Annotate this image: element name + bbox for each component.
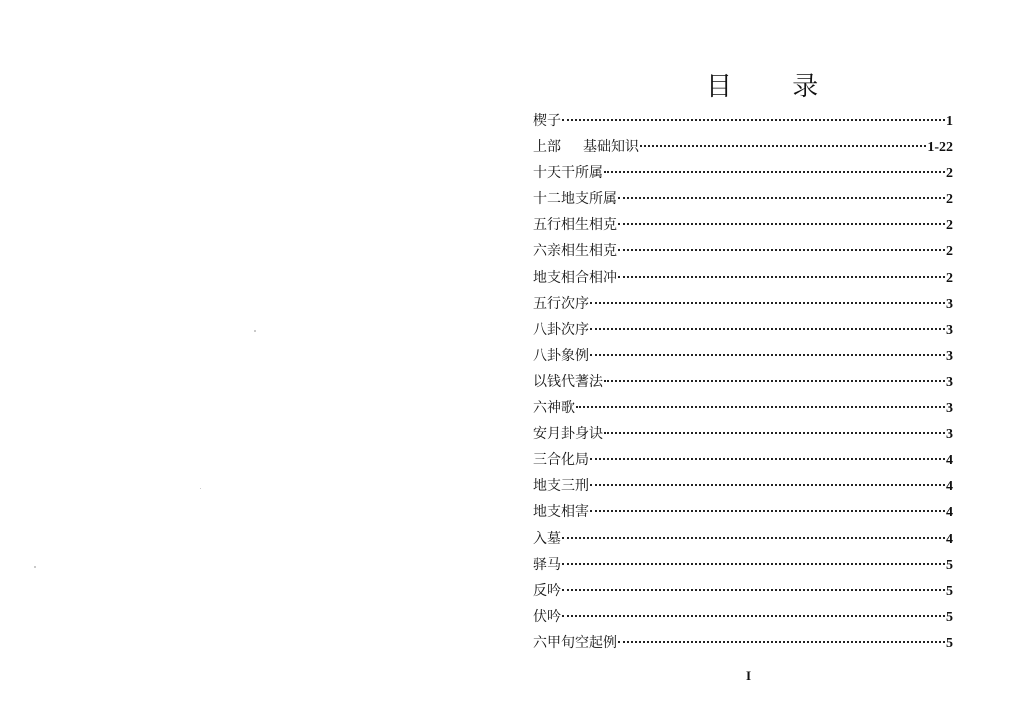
toc-dot-leader: [562, 589, 945, 591]
toc-entry-page: 2: [946, 192, 953, 208]
toc-entry-label: 八卦次序: [533, 321, 589, 338]
toc-entry[interactable]: [533, 162, 953, 188]
toc-entry-label: 地支三刑: [533, 478, 589, 495]
toc-entry[interactable]: [533, 423, 953, 449]
toc-dot-leader: [618, 641, 945, 643]
toc-dot-leader: [590, 302, 945, 304]
toc-dot-leader: [618, 276, 945, 278]
toc-entry-label: 六亲相生相克: [533, 243, 617, 260]
toc-entry-label: 十天干所属: [533, 165, 603, 182]
toc-entry-page: 3: [946, 348, 953, 364]
toc-dot-leader: [604, 171, 945, 173]
toc-entry-label: 五行次序: [533, 295, 589, 312]
toc-entry-page: 3: [946, 374, 953, 390]
toc-dot-leader: [604, 380, 945, 382]
toc-entry-page: 4: [946, 453, 953, 469]
toc-dot-leader: [640, 145, 926, 147]
toc-entry[interactable]: [533, 214, 953, 240]
toc-entry-label: 地支相害: [533, 504, 589, 521]
toc-entry[interactable]: [533, 371, 953, 397]
toc-entry-label: 反吟: [533, 582, 561, 599]
toc-entry-label: 伏吟: [533, 608, 561, 625]
toc-entry[interactable]: [533, 449, 953, 475]
toc-entry-page: 1-22: [927, 140, 953, 156]
toc-entry-page: 4: [946, 479, 953, 495]
toc-entry-label: 六甲旬空起例: [533, 634, 617, 651]
scan-speck: [34, 566, 36, 568]
page-title: 目 录: [706, 72, 845, 102]
toc-list: [533, 110, 953, 658]
toc-entry-page: 2: [946, 270, 953, 286]
toc-entry-label: 入墓: [533, 530, 561, 547]
scan-speck: [254, 330, 256, 332]
toc-entry-label: 楔子: [533, 113, 561, 129]
toc-entry[interactable]: [533, 580, 953, 606]
toc-entry[interactable]: [533, 345, 953, 371]
page-number: I: [746, 668, 752, 683]
toc-entry[interactable]: [533, 554, 953, 580]
toc-dot-leader: [576, 406, 945, 408]
scan-speck: [200, 488, 201, 489]
toc-part-subtitle: 基础知识: [583, 139, 639, 156]
toc-entry-label: 十二地支所属: [533, 191, 617, 208]
toc-entry-page: 3: [946, 322, 953, 338]
toc-entry[interactable]: [533, 501, 953, 527]
toc-entry-label: 三合化局: [533, 452, 589, 469]
toc-dot-leader: [562, 537, 945, 539]
toc-entry[interactable]: [533, 293, 953, 319]
toc-dot-leader: [562, 119, 945, 121]
toc-dot-leader: [590, 458, 945, 460]
toc-entry-page: 2: [946, 166, 953, 182]
toc-entry-label: 以钱代蓍法: [533, 373, 603, 390]
toc-entry-page: 3: [946, 427, 953, 443]
toc-entry-label: [533, 136, 639, 156]
toc-dot-leader: [590, 484, 945, 486]
toc-entry[interactable]: [533, 240, 953, 266]
toc-dot-leader: [618, 249, 945, 251]
toc-entry[interactable]: [533, 606, 953, 632]
toc-entry-page: 3: [946, 401, 953, 417]
toc-entry-page: 5: [946, 635, 953, 651]
toc-entry-page: 5: [946, 557, 953, 573]
toc-entry-page: 5: [946, 609, 953, 625]
toc-entry-label: 六神歌: [533, 400, 575, 417]
toc-entry[interactable]: [533, 632, 953, 658]
toc-entry-page: 3: [946, 296, 953, 312]
toc-dot-leader: [562, 563, 945, 565]
toc-entry-page: 4: [946, 505, 953, 521]
toc-entry[interactable]: [533, 188, 953, 214]
toc-entry[interactable]: [533, 528, 953, 554]
toc-entry-label: 安月卦身诀: [533, 426, 603, 443]
toc-entry[interactable]: [533, 136, 953, 162]
toc-entry-page: 1: [946, 114, 953, 129]
toc-entry[interactable]: [533, 267, 953, 293]
toc-entry[interactable]: [533, 319, 953, 345]
toc-entry-label: 八卦象例: [533, 347, 589, 364]
toc-dot-leader: [590, 510, 945, 512]
toc-dot-leader: [618, 223, 945, 225]
toc-entry-page: 5: [946, 583, 953, 599]
toc-entry-label: 地支相合相冲: [533, 269, 617, 286]
toc-entry[interactable]: [533, 110, 953, 136]
toc-entry-label: 五行相生相克: [533, 217, 617, 234]
toc-dot-leader: [590, 328, 945, 330]
toc-dot-leader: [618, 197, 945, 199]
toc-entry[interactable]: [533, 475, 953, 501]
toc-entry-page: 4: [946, 531, 953, 547]
toc-dot-leader: [562, 615, 945, 617]
toc-dot-leader: [590, 354, 945, 356]
toc-entry-page: 2: [946, 218, 953, 234]
toc-entry[interactable]: [533, 397, 953, 423]
toc-part-label: 上部: [533, 139, 561, 156]
toc-entry-page: 2: [946, 244, 953, 260]
toc-dot-leader: [604, 432, 945, 434]
toc-entry-label: 驿马: [533, 556, 561, 573]
